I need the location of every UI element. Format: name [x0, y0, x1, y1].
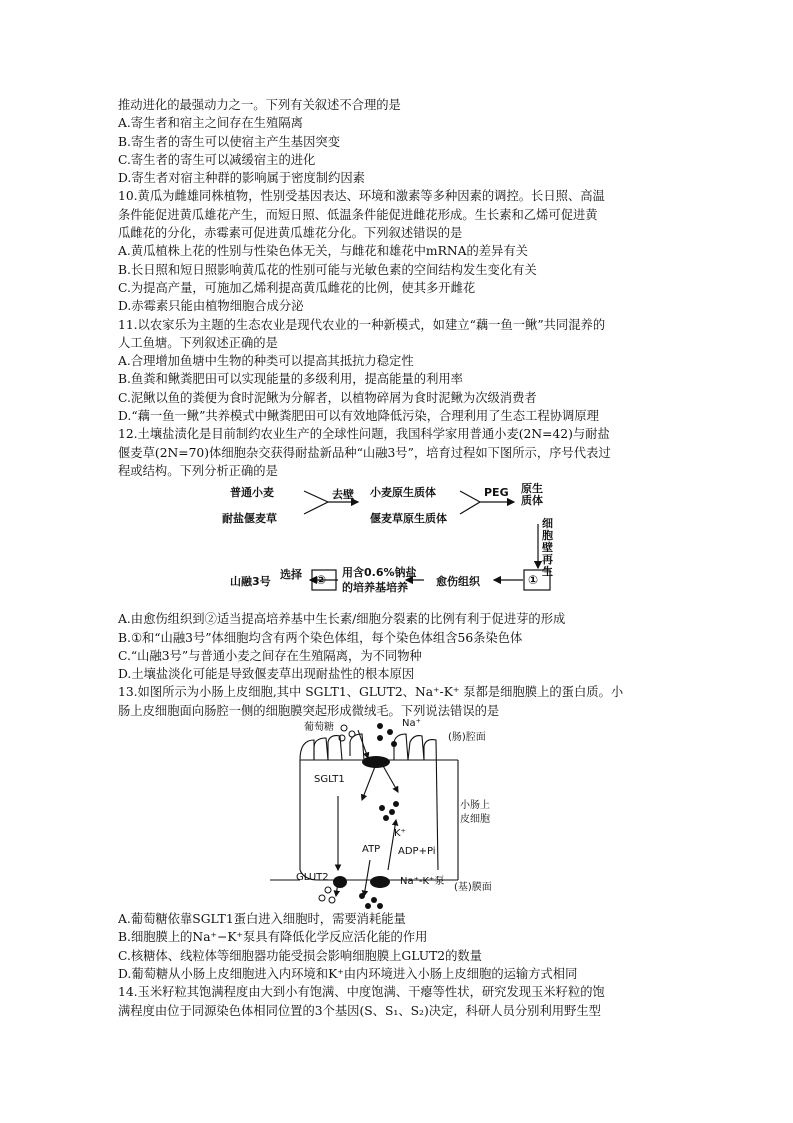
q12-option-b: B.①和“山融3号”体细胞均含有两个染色体组，每个染色体组含56条染色体	[118, 630, 523, 645]
q11-stem-line: 11.以农家乐为主题的生态农业是现代农业的一种新模式，如建立“藕一鱼一鳅”共同混养的	[118, 317, 606, 332]
question-9	[118, 96, 678, 187]
glut2-protein	[333, 876, 347, 888]
q10-option-c: C.为提高产量，可施加乙烯利提高黄瓜雌花的比例，使其多开雌花	[118, 280, 476, 295]
q13-stem-line: 肠上皮细胞面向肠腔一侧的细胞膜突起形成微绒毛。下列说法错误的是	[118, 703, 500, 718]
q11-option-c: C.泥鳅以鱼的粪便为食时泥鳅为分解者，以植物碎屑为食时泥鳅为次级消费者	[118, 390, 537, 405]
sglt1-label: SGLT1	[314, 774, 345, 786]
salt-medium-label-2: 的培养基培养	[342, 581, 408, 595]
q13-option-b: B.细胞膜上的Na⁺−K⁺泵具有降低化学反应活化能的作用	[118, 930, 428, 945]
q12-option-d: D.土壤盐淡化可能是导致偃麦草出现耐盐性的根本原因	[118, 667, 415, 682]
q10-stem-line: 瓜雌花的分化，赤霉素可促进黄瓜雄花分化。下列叙述错误的是	[118, 226, 463, 241]
peg-label: PEG	[484, 486, 509, 500]
salt-grass-label: 耐盐偃麦草	[222, 512, 277, 526]
q10-option-b: B.长日照和短日照影响黄瓜花的性别可能与光敏色素的空间结构发生变化有关	[118, 262, 537, 277]
sodium-label: Na⁺	[402, 718, 421, 730]
step-1-label: ①	[528, 573, 539, 588]
sglt1-protein	[362, 756, 390, 768]
question-14	[118, 983, 678, 1020]
question-12	[118, 425, 678, 683]
glucose-label: 葡萄糖	[304, 722, 334, 734]
hybridization-flow-diagram	[118, 480, 678, 610]
q12-option-c: C.“山融3号”与普通小麦之间存在生殖隔离，为不同物种	[118, 648, 422, 663]
q9-option-d: D.寄生者对宿主种群的影响属于密度制约因素	[118, 171, 365, 186]
wall-regeneration-label: 细胞壁再生	[542, 517, 553, 579]
q14-stem-line: 满程度由位于同源染色体相同位置的3个基因(S、S₁、S₂)决定，科研人员分别利用野生型	[118, 1003, 601, 1018]
q12-stem-line: 程或结构。下列分析正确的是	[118, 463, 278, 478]
intestinal-cell-diagram	[118, 720, 678, 910]
q10-option-a: A.黄瓜植株上花的性别与性染色体无关，与雌花和雄花中mRNA的差异有关	[118, 244, 528, 259]
exam-page	[118, 96, 678, 1020]
step-2-label: ②	[316, 573, 327, 588]
basal-side-label: (基)膜面	[454, 882, 492, 894]
q10-stem-line: 条件能促进黄瓜雄花产生，而短日照、低温条件能促进雌花形成。生长素和乙烯可促进黄	[118, 207, 598, 222]
atp-label: ATP	[362, 844, 381, 856]
adp-pi-label: ADP+Pi	[398, 846, 436, 858]
lumen-side-label: (肠)腔面	[448, 732, 486, 744]
na-k-pump-label: Na⁺-K⁺泵	[400, 876, 445, 888]
q13-option-a: A.葡萄糖依靠SGLT1蛋白进入细胞时，需要消耗能量	[118, 912, 406, 927]
q10-option-d: D.赤霉素只能由植物细胞合成分泌	[118, 299, 304, 314]
q9-option-b: B.寄生者的寄生可以使宿主产生基因突变	[118, 134, 340, 149]
q13-option-d: D.葡萄糖从小肠上皮细胞进入内环境和K⁺由内环境进入小肠上皮细胞的运输方式相同	[118, 966, 578, 981]
q11-option-a: A.合理增加鱼塘中生物的种类可以提高其抵抗力稳定性	[118, 354, 414, 369]
cell-drawing	[118, 720, 678, 910]
shanrong3-label: 山融3号	[230, 575, 271, 589]
question-11	[118, 316, 678, 426]
glut2-label: GLUT2	[296, 872, 329, 884]
q12-stem-line: 12.土壤盐渍化是目前制约农业生产的全球性问题，我国科学家用普通小麦(2N=42)与耐盐	[118, 427, 610, 442]
question-10	[118, 187, 678, 315]
protoplast-label: 原生质体	[521, 482, 543, 508]
salt-medium-label-1: 用含0.6%钠盐	[342, 566, 417, 580]
cell-label-1: 小肠上	[460, 800, 490, 812]
q12-stem-line: 偃麦草(2N=70)体细胞杂交获得耐盐新品种“山融3号”，培育过程如下图所示，序号代表过	[118, 445, 611, 460]
potassium-label: K⁺	[394, 828, 406, 840]
grass-protoplast-label: 偃麦草原生质体	[370, 512, 447, 526]
q12-option-a: A.由愈伤组织到②适当提高培养基中生长素/细胞分裂素的比例有利于促进芽的形成	[118, 612, 566, 627]
q13-stem-line: 13.如图所示为小肠上皮细胞,其中 SGLT1、GLUT2、Na⁺-K⁺ 泵都是细胞膜上的蛋白质。小	[118, 685, 624, 700]
q13-option-c: C.核糖体、线粒体等细胞器功能受损会影响细胞膜上GLUT2的数量	[118, 948, 483, 963]
callus-label: 愈伤组织	[436, 575, 480, 589]
q9-line: 推动进化的最强动力之一。下列有关叙述不合理的是	[118, 98, 401, 112]
q9-option-a: A.寄生者和宿主之间存在生殖隔离	[118, 116, 303, 131]
dewall-label: 去壁	[332, 488, 354, 502]
selection-label: 选择	[280, 568, 302, 582]
wheat-label: 普通小麦	[230, 486, 274, 500]
q10-stem-line: 10.黄瓜为雌雄同株植物，性别受基因表达、环境和激素等多种因素的调控。长日照、高温	[118, 189, 605, 204]
q9-option-c: C.寄生者的寄生可以减缓宿主的进化	[118, 152, 316, 167]
q14-stem-line: 14.玉米籽粒其饱满程度由大到小有饱满、中度饱满、干瘪等性状，研究发现玉米籽粒的饱	[118, 985, 605, 1000]
q11-stem-line: 人工鱼塘。下列叙述正确的是	[118, 335, 278, 350]
cell-label-2: 皮细胞	[460, 814, 490, 826]
q11-option-b: B.鱼粪和鳅粪肥田可以实现能量的多级利用，提高能量的利用率	[118, 372, 463, 387]
question-13	[118, 683, 678, 983]
wheat-protoplast-label: 小麦原生质体	[370, 486, 436, 500]
na-k-pump-protein	[370, 876, 390, 888]
q11-option-d: D.“藕一鱼一鳅”共养模式中鳅粪肥田可以有效地降低污染，合理利用了生态工程协调原理	[118, 409, 599, 424]
